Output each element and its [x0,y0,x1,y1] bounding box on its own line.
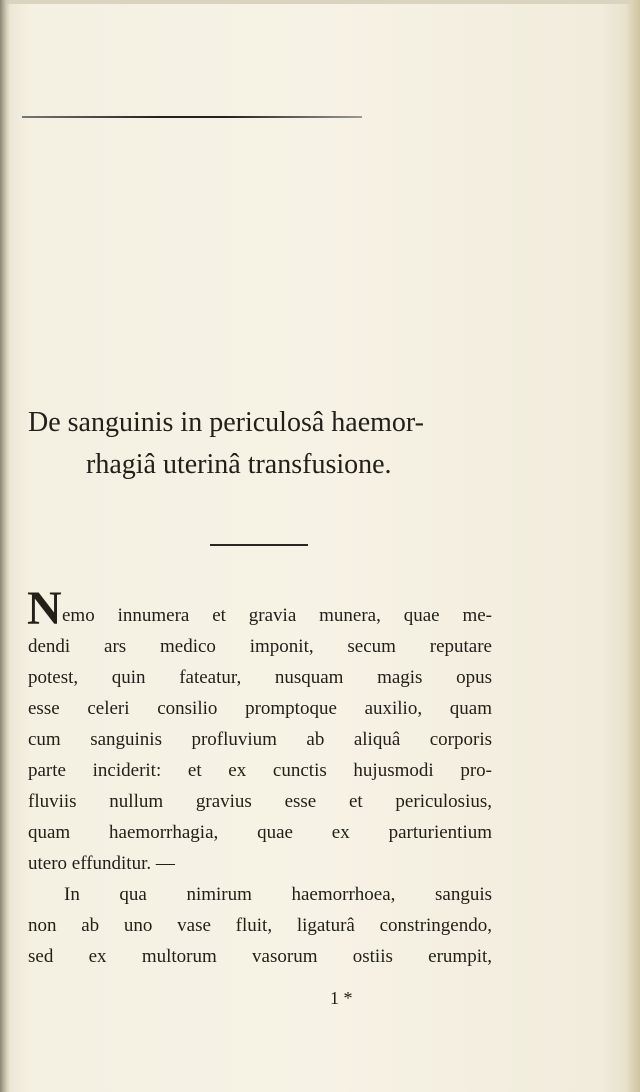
chapter-title-line-2: rhagiâ uterinâ transfusione. [86,449,392,480]
page-top-edge [0,0,640,4]
chapter-title [28,402,588,486]
body-line-11: non ab uno vase fluit, ligaturâ constringendo, [28,915,492,936]
body-line-4: esse celeri consilio promptoque auxilio, quam [28,698,492,719]
body-line-2: dendi ars medico imponit, secum reputare [28,636,492,657]
body-line-3: potest, quin fateatur, nusquam magis opus [28,667,492,688]
body-line-1: emo innumera et gravia munera, quae me- [62,605,492,626]
body-line-6: parte inciderit: et ex cunctis hujusmodi pro- [28,760,492,781]
body-line-10: In qua nimirum haemorrhoea, sanguis [64,884,492,905]
body-line-7: fluviis nullum gravius esse et periculosius, [28,791,492,812]
drop-initial: N [27,582,62,635]
page-right-edge [626,0,640,1092]
body-line-12: sed ex multorum vasorum ostiis erumpit, [28,946,492,967]
body-line-5: cum sanguinis profluvium ab aliquâ corporis [28,729,492,750]
signature-mark: 1 * [330,988,353,1008]
body-line-8: quam haemorrhagia, quae ex parturientium [28,822,492,843]
binding-edge [0,0,10,1092]
body-line-9: utero effunditur. — [28,853,175,874]
chapter-title-line-1: De sanguinis in periculosâ haemor- [28,407,424,438]
header-rule [22,116,362,118]
title-separator-rule [210,544,308,546]
